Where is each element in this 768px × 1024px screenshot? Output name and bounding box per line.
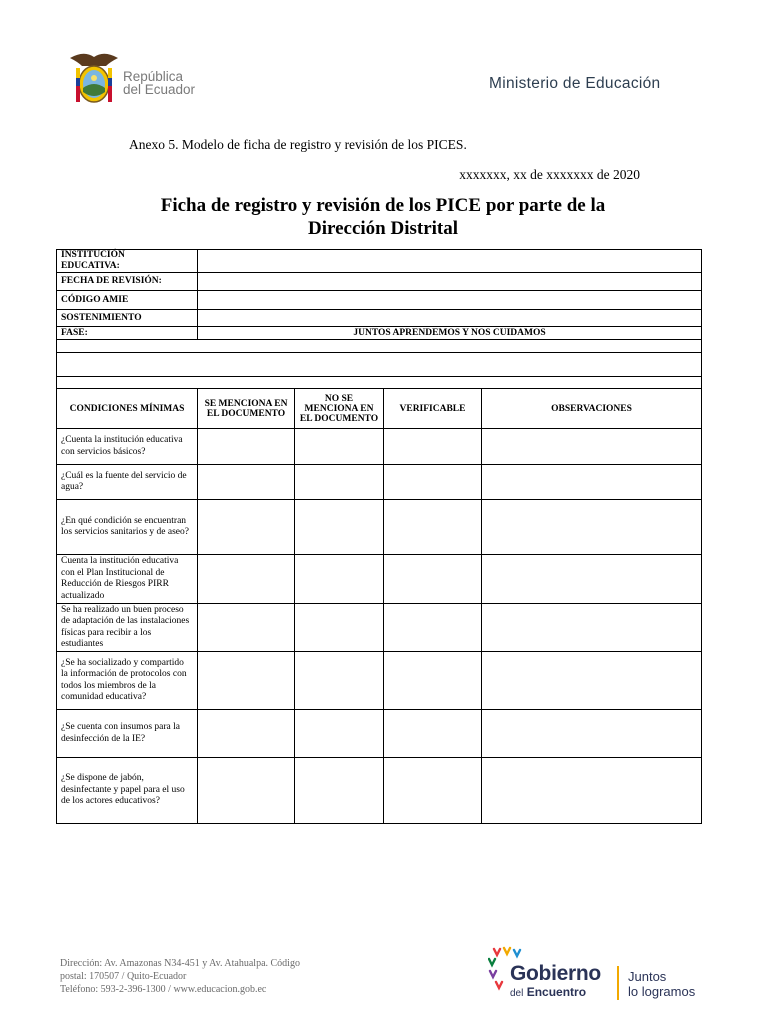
observations-cell[interactable] [482,500,702,555]
not-mentioned-cell[interactable] [295,429,384,465]
amie-code-row [57,291,702,310]
republica-line2: del Ecuador [123,82,196,97]
republica-line1: República [123,69,184,84]
mentioned-cell[interactable] [198,652,295,710]
verifiable-cell[interactable] [384,604,482,652]
institution-label [57,250,198,273]
annex-title: Anexo 5. Modelo de ficha de registro y revisión de los PICES. [129,137,467,152]
review-date-label: FECHA DE REVISIÓN: [57,273,198,291]
column-header-row [57,389,702,429]
condition-text: ¿Cuenta la institución educativa con servicios básicos? [57,429,198,465]
review-date-row [57,273,702,291]
republica-logo [66,48,216,110]
ministry-name: Ministerio de Educación [489,75,661,92]
phase-value: JUNTOS APRENDEMOS Y NOS CUIDAMOS [198,327,702,340]
slogan-line2: lo logramos [628,983,696,999]
not-mentioned-cell[interactable] [295,604,384,652]
col-conditions: CONDICIONES MÍNIMAS [57,389,198,429]
main-title-line2: Dirección Distrital [307,218,459,239]
condition-text: ¿Cuál es la fuente del servicio de agua? [57,465,198,500]
not-mentioned-cell[interactable] [295,500,384,555]
table-row [57,555,702,604]
address-line3: Teléfono: 593-2-396-1300 / www.educacion.gob.ec [60,984,267,995]
mentioned-cell[interactable] [198,465,295,500]
not-mentioned-cell[interactable] [295,652,384,710]
slogan-line1: Juntos [628,969,667,984]
condition-text: ¿Se cuenta con insumos para la desinfección de la IE? [57,710,198,758]
table-row [57,604,702,652]
observations-cell[interactable] [482,758,702,824]
blank-row-1 [57,340,702,353]
funding-field[interactable] [198,310,702,327]
observations-cell[interactable] [482,652,702,710]
col-mentioned: SE MENCIONA EN EL DOCUMENTO [198,389,295,429]
mentioned-cell[interactable] [198,429,295,465]
gobierno-sub-word: Encuentro [526,985,587,999]
amie-code-label: CÓDIGO AMIE [57,291,198,310]
funding-label: SOSTENIMIENTO [57,310,198,327]
verifiable-cell[interactable] [384,652,482,710]
funding-row [57,310,702,327]
condition-text: Se ha realizado un buen proceso de adaptación de las instalaciones físicas para recibir a los estudiantes [57,604,198,652]
gobierno-word: Gobierno [510,962,601,985]
main-title [100,194,666,240]
logo-separator [617,966,619,1000]
verifiable-cell[interactable] [384,500,482,555]
institution-label-line1: INSTITUCIÓN [61,250,125,260]
blank-row-2 [57,353,702,377]
blank-cell [57,353,702,377]
observations-cell[interactable] [482,429,702,465]
table-row [57,500,702,555]
col-observations: OBSERVACIONES [482,389,702,429]
blank-cell [57,340,702,353]
not-mentioned-cell[interactable] [295,555,384,604]
institution-field[interactable] [198,250,702,273]
col-not-mentioned: NO SE MENCIONA EN EL DOCUMENTO [295,389,384,429]
observations-cell[interactable] [482,465,702,500]
condition-text: ¿En qué condición se encuentran los servicios sanitarios y de aseo? [57,500,198,555]
table-row [57,710,702,758]
verifiable-cell[interactable] [384,465,482,500]
blank-cell [57,377,702,389]
mentioned-cell[interactable] [198,500,295,555]
verifiable-cell[interactable] [384,555,482,604]
footer-address [60,957,300,996]
verifiable-cell[interactable] [384,429,482,465]
mentioned-cell[interactable] [198,555,295,604]
table-row [57,758,702,824]
verifiable-cell[interactable] [384,758,482,824]
main-title-line1: Ficha de registro y revisión de los PICE por parte de la [160,195,606,216]
observations-cell[interactable] [482,710,702,758]
place-date: xxxxxxx, xx de xxxxxxx de 2020 [459,167,640,182]
not-mentioned-cell[interactable] [295,465,384,500]
condition-text: Cuenta la institución educativa con el Plan Institucional de Reducción de Riesgos PIRR actualizado [57,555,198,604]
amie-code-field[interactable] [198,291,702,310]
phase-label: FASE: [57,327,198,340]
gobierno-sub-prefix: del [510,988,524,999]
table-row [57,429,702,465]
verifiable-cell[interactable] [384,710,482,758]
table-row [57,652,702,710]
institution-label-line2: EDUCATIVA: [61,261,120,271]
not-mentioned-cell[interactable] [295,758,384,824]
not-mentioned-cell[interactable] [295,710,384,758]
table-row [57,465,702,500]
observations-cell[interactable] [482,604,702,652]
review-date-field[interactable] [198,273,702,291]
slogan [628,970,695,999]
address-line1: Dirección: Av. Amazonas N34-451 y Av. Atahualpa. Código [60,958,300,969]
blank-row-3 [57,377,702,389]
gobierno-subtitle [510,985,586,999]
review-form-table [56,249,702,824]
condition-text: ¿Se ha socializado y compartido la información de protocolos con todos los miembros de la comunidad educativa? [57,652,198,710]
phase-row [57,327,702,340]
republica-text [123,70,195,96]
observations-cell[interactable] [482,555,702,604]
institution-row [57,250,702,273]
mentioned-cell[interactable] [198,604,295,652]
mentioned-cell[interactable] [198,758,295,824]
mentioned-cell[interactable] [198,710,295,758]
col-verifiable: VERIFICABLE [384,389,482,429]
coat-of-arms-icon [66,48,122,110]
address-line2: postal: 170507 / Quito-Ecuador [60,971,187,982]
condition-text: ¿Se dispone de jabón, desinfectante y papel para el uso de los actores educativos? [57,758,198,824]
